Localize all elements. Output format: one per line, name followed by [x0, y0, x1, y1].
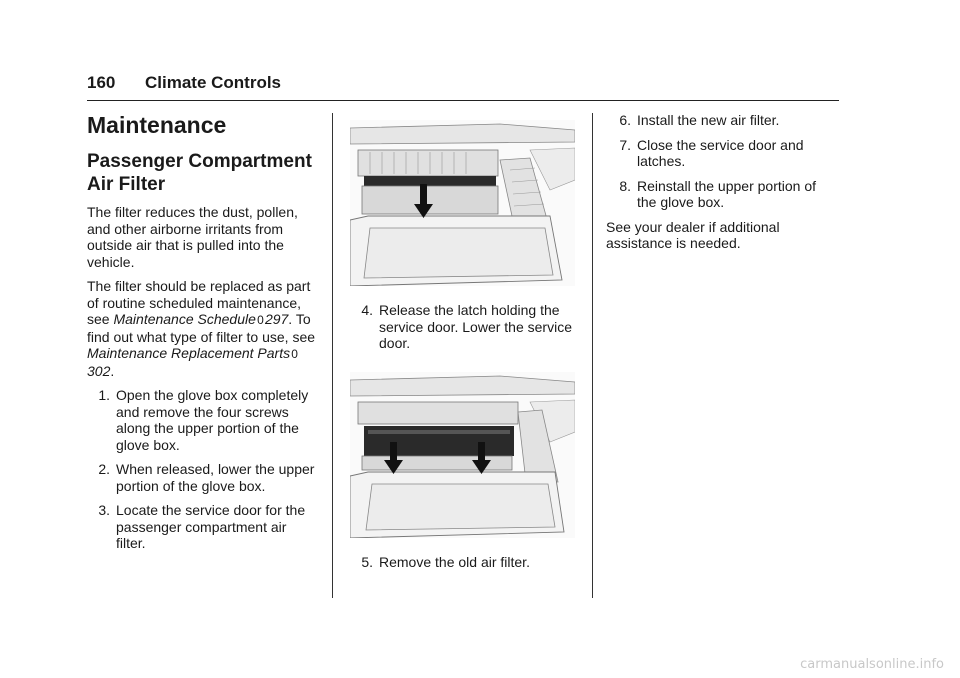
page-ref-297[interactable]: 297 — [264, 311, 289, 327]
page-ref-302[interactable]: 302 — [87, 362, 111, 379]
steps-list — [350, 302, 580, 352]
column-divider — [592, 113, 593, 598]
page-reference-icon: 0 — [257, 313, 264, 327]
column-right — [606, 112, 838, 260]
list-item: 5. Remove the old air filter. — [361, 553, 530, 570]
list-item: 6. Install the new air filter. — [619, 112, 780, 128]
steps-list — [87, 387, 319, 552]
list-item: 8. Reinstall the upper portion of the glove box. — [619, 177, 816, 210]
list-item: 4. Release the latch holding the service door. Lower the service door. — [361, 302, 572, 351]
heading-maintenance: Maintenance — [87, 112, 227, 138]
link-maintenance-replacement-parts[interactable]: Maintenance Replacement Parts — [87, 345, 291, 361]
intro-paragraph: The filter reduces the dust, pollen, and other airborne irritants from outside air that is pulled into the vehicle. — [87, 204, 298, 270]
link-maintenance-schedule[interactable]: Maintenance Schedule — [113, 311, 256, 327]
dealer-paragraph: See your dealer if additional assistance is needed. — [606, 218, 780, 251]
steps-list — [606, 112, 838, 211]
section-title: Climate Controls — [145, 73, 282, 92]
list-item: 2. When released, lower the upper portion of the glove box. — [98, 461, 315, 494]
list-item: 7. Close the service door and latches. — [619, 136, 804, 169]
steps-list — [350, 554, 580, 571]
glove-box-service-door-illustration — [350, 120, 575, 286]
page-header — [87, 70, 839, 101]
air-filter-removal-illustration — [350, 372, 575, 538]
column-divider — [332, 113, 333, 598]
list-item: 1. Open the glove box completely and remove the four screws along the upper portion of the glove box. — [98, 387, 309, 453]
page-reference-icon: 0 — [291, 347, 298, 361]
replacement-paragraph: The filter should be replaced as part of routine scheduled maintenance, see Maintenance Schedule 0 297. To find out what type of filter to use, see Maintenance Replacement Parts 0 302. — [87, 278, 316, 379]
column-left — [87, 112, 319, 560]
subheading-air-filter: Passenger Compartment Air Filter — [87, 151, 312, 195]
page-number: 160 — [87, 73, 116, 92]
column-middle — [350, 116, 580, 578]
list-item: 3. Locate the service door for the passenger compartment air filter. — [98, 502, 306, 551]
watermark: carmanualsonline.info — [800, 657, 944, 672]
